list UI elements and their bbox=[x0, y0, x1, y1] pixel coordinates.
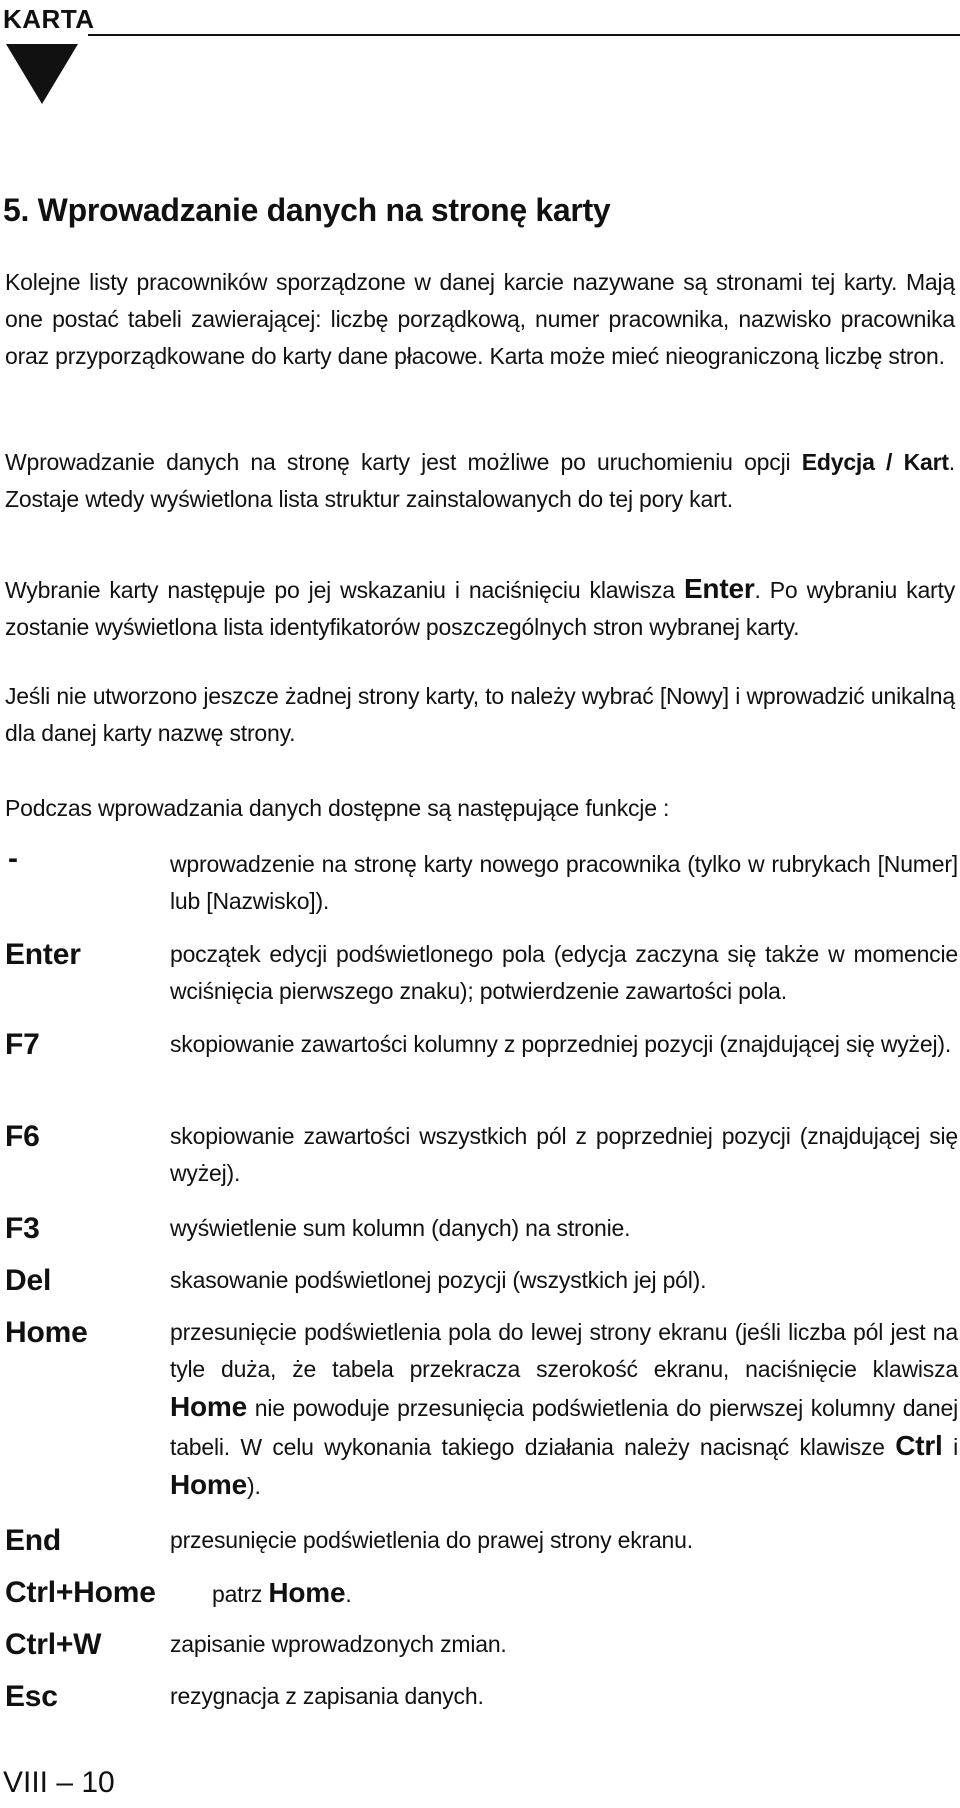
desc-text: i bbox=[942, 1434, 958, 1460]
function-key: Del bbox=[5, 1264, 52, 1297]
paragraph-text: . Zostaje wtedy wyświetlona lista struktur zainstalowanych do tej pory kart. bbox=[5, 449, 955, 512]
function-key: Enter bbox=[5, 938, 81, 971]
paragraph-select-card bbox=[5, 570, 955, 646]
page-number: VIII – 10 bbox=[3, 1766, 115, 1799]
function-desc: wprowadzenie na stronę karty nowego pracownika (tylko w rubrykach [Numer] lub [Nazwisko]). bbox=[170, 851, 958, 914]
key-name: Home bbox=[170, 1469, 247, 1500]
key-name: Enter bbox=[683, 573, 755, 604]
function-desc bbox=[212, 1574, 952, 1613]
function-key: F7 bbox=[5, 1028, 40, 1061]
function-key: Ctrl+Home bbox=[5, 1576, 156, 1609]
function-key: Home bbox=[5, 1316, 88, 1349]
desc-text: patrz bbox=[212, 1581, 269, 1607]
key-name: Ctrl bbox=[895, 1430, 943, 1461]
desc-text: ). bbox=[247, 1473, 261, 1499]
paragraph-text: . Po wybraniu karty zostanie wyświetlona lista identyfikatorów poszczególnych stron wybranej karty. bbox=[5, 577, 955, 640]
function-key: F3 bbox=[5, 1212, 40, 1245]
key-name: Home bbox=[268, 1577, 346, 1608]
header-rule bbox=[88, 34, 960, 36]
function-desc: wyświetlenie sum kolumn (danych) na stronie. bbox=[170, 1215, 631, 1241]
function-key: F6 bbox=[5, 1120, 40, 1153]
function-desc: zapisanie wprowadzonych zmian. bbox=[170, 1631, 507, 1657]
paragraph-functions-intro: Podczas wprowadzania danych dostępne są następujące funkcje : bbox=[5, 795, 670, 821]
function-key: Ctrl+W bbox=[5, 1628, 102, 1661]
desc-text: . bbox=[345, 1581, 352, 1607]
function-desc: początek edycji podświetlonego pola (edycja zaczyna się także w momencie wciśnięcia pierwszego znaku); potwierdzenie zawartości pola. bbox=[170, 941, 958, 1004]
function-desc bbox=[170, 1314, 958, 1505]
paragraph-new-page: Jeśli nie utworzono jeszcze żadnej strony karty, to należy wybrać [Nowy] i wprowadzić unikalną dla danej karty nazwę strony. bbox=[5, 683, 955, 746]
paragraph-text: Wprowadzanie danych na stronę karty jest możliwe po uruchomieniu opcji bbox=[5, 449, 802, 475]
function-key: End bbox=[5, 1524, 62, 1557]
function-desc: skopiowanie zawartości wszystkich pól z poprzedniej pozycji (znajdującej się wyżej). bbox=[170, 1123, 958, 1186]
paragraph-text: Wybranie karty następuje po jej wskazaniu i naciśnięciu klawisza bbox=[5, 577, 684, 603]
function-key: - bbox=[8, 842, 18, 875]
paragraph-edit-option bbox=[5, 444, 955, 518]
function-desc: przesunięcie podświetlenia do prawej strony ekranu. bbox=[170, 1527, 693, 1553]
function-desc: skasowanie podświetlonej pozycji (wszystkich jej pól). bbox=[170, 1267, 707, 1293]
section-heading: 5. Wprowadzanie danych na stronę karty bbox=[3, 192, 611, 228]
desc-text: nie powoduje przesunięcia podświetlenia do pierwszej kolumny danej tabeli. W celu wykonania takiego działania należy nacisnąć klawisze bbox=[170, 1395, 958, 1460]
paragraph-intro: Kolejne listy pracowników sporządzone w danej karcie nazywane są stronami tej karty. Mają one postać tabeli zawierającej: liczbę porządkową, numer pracownika, nazwisko pracownika oraz przyporządkowane do karty dane płacowe. Karta może mieć nieograniczoną liczbę stron. bbox=[5, 269, 955, 369]
function-key: Esc bbox=[5, 1680, 58, 1713]
menu-option-name: Edycja / Kart bbox=[801, 449, 949, 475]
triangle-down-icon bbox=[6, 44, 78, 104]
function-desc: rezygnacja z zapisania danych. bbox=[170, 1683, 484, 1709]
key-name: Home bbox=[170, 1391, 247, 1422]
desc-text: przesunięcie podświetlenia pola do lewej strony ekranu (jeśli liczba pól jest na tyle duża, że tabela przekracza szerokość ekranu, naciśnięcie klawisza bbox=[170, 1319, 958, 1382]
function-desc: skopiowanie zawartości kolumny z poprzedniej pozycji (znajdującej się wyżej). bbox=[170, 1031, 952, 1057]
chapter-title: KARTA bbox=[3, 4, 95, 34]
